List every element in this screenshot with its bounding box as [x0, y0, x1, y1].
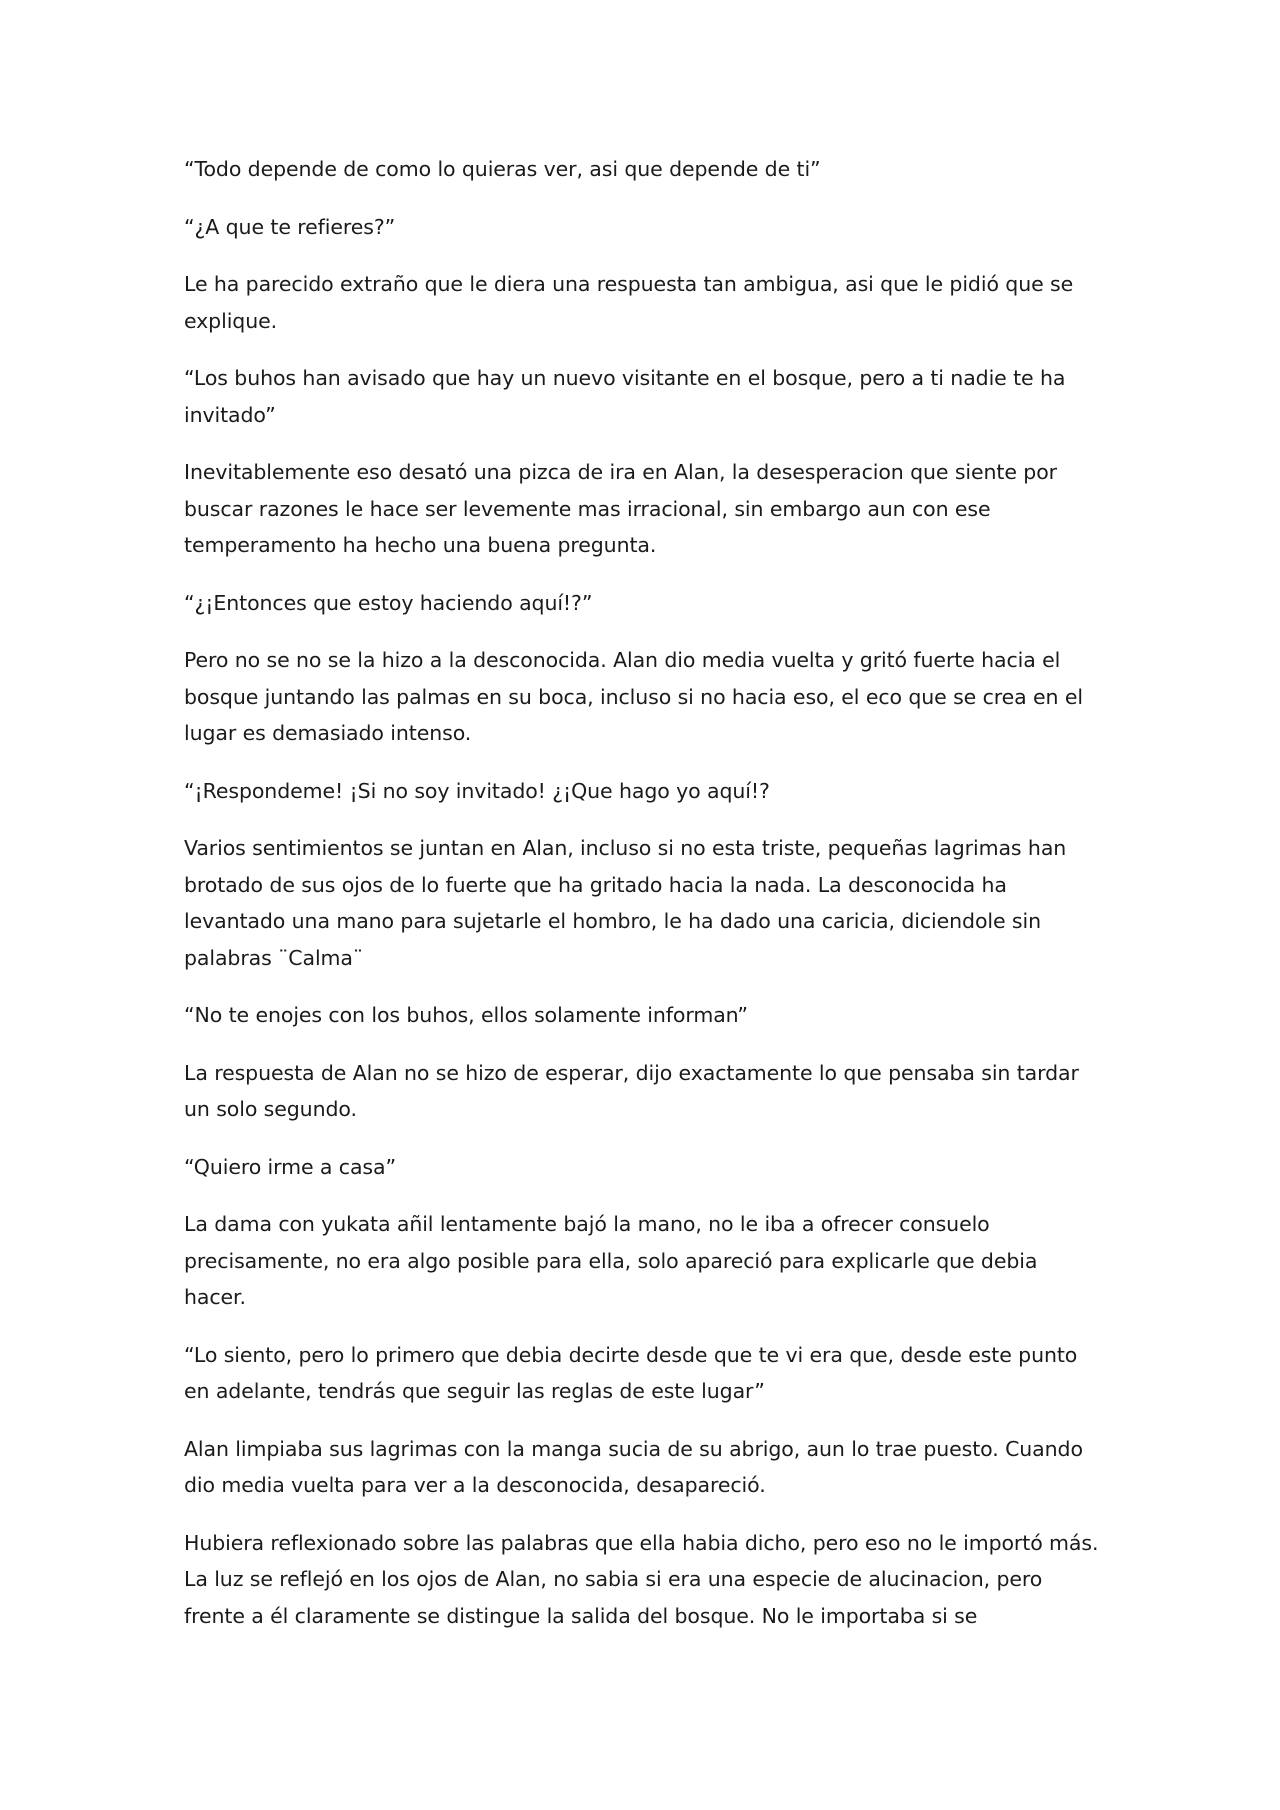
paragraph: “¿A que te refieres?”	[184, 214, 396, 239]
paragraph: Pero no se no se la hizo a la desconocida. Alan dio media vuelta y gritó fuerte hacia el bosque juntando las palmas en su boca, incluso si no hacia eso, el eco que se crea en el lugar es demasiado intenso.	[184, 648, 1083, 745]
paragraph: La dama con yukata añil lentamente bajó la mano, no le iba a ofrecer consuelo precisamente, no era algo posible para ella, solo apareció para explicarle que debia hacer.	[184, 1212, 1038, 1309]
paragraph: Inevitablemente eso desató una pizca de ira en Alan, la desesperacion que siente por buscar razones le hace ser levemente mas irracional, sin embargo aun con ese temperamento ha hecho una buena pregunta.	[184, 460, 1057, 557]
paragraph: La respuesta de Alan no se hizo de esperar, dijo exactamente lo que pensaba sin tardar un solo segundo.	[184, 1060, 1079, 1121]
paragraph: Varios sentimientos se juntan en Alan, incluso si no esta triste, pequeñas lagrimas han brotado de sus ojos de lo fuerte que ha gritado hacia la nada. La desconocida ha levantado una mano para sujetarle el hombro, le ha dado una caricia, diciendole sin palabras ¨Calma¨	[184, 836, 1067, 970]
paragraph: “No te enojes con los buhos, ellos solamente informan”	[184, 1003, 748, 1027]
paragraph: “Lo siento, pero lo primero que debia decirte desde que te vi era que, desde este punto en adelante, tendrás que seguir las reglas de este lugar”	[184, 1342, 1078, 1403]
document-body	[184, 151, 1104, 1655]
paragraph: “Quiero irme a casa”	[184, 1154, 396, 1179]
paragraph: “Los buhos han avisado que hay un nuevo visitante en el bosque, pero a ti nadie te ha invitado”	[184, 366, 1066, 427]
paragraph: “¿¡Entonces que estoy haciendo aquí!?”	[184, 590, 593, 615]
paragraph: “Todo depende de como lo quieras ver, asi que depende de ti”	[184, 157, 821, 181]
paragraph: “¡Respondeme! ¡Si no soy invitado! ¿¡Que hago yo aquí!?	[184, 778, 770, 803]
paragraph: Hubiera reflexionado sobre las palabras que ella habia dicho, pero eso no le importó más. La luz se reflejó en los ojos de Alan, no sabia si era una especie de alucinacion, pero frente a él claramente se distingue la salida del bosque. No le importaba si se	[184, 1530, 1099, 1628]
paragraph: Alan limpiaba sus lagrimas con la manga sucia de su abrigo, aun lo trae puesto. Cuando dio media vuelta para ver a la desconocida, desapareció.	[184, 1436, 1083, 1497]
paragraph: Le ha parecido extraño que le diera una respuesta tan ambigua, asi que le pidió que se explique.	[184, 272, 1074, 333]
